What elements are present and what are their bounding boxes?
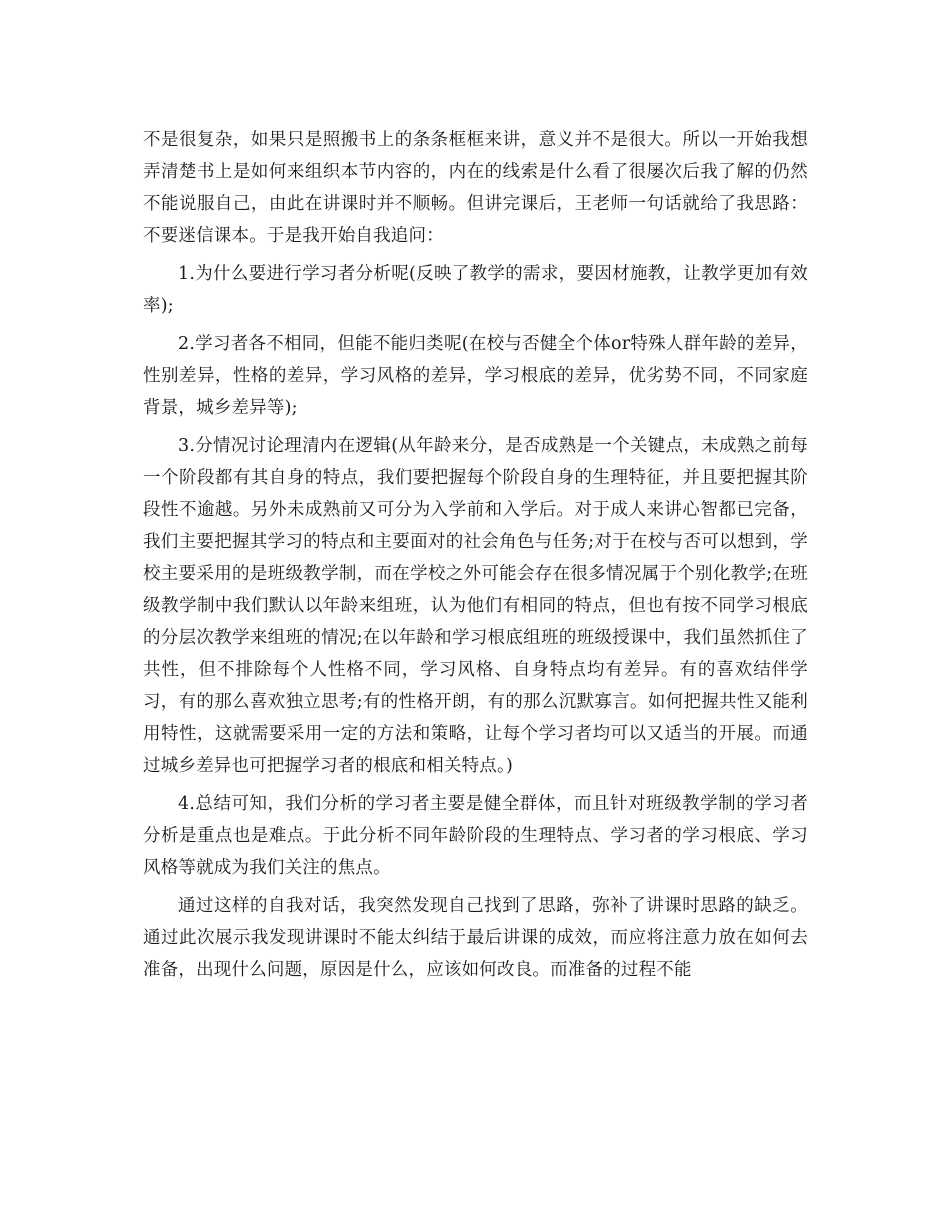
paragraph-item-4: 4.总结可知，我们分析的学习者主要是健全群体，而且针对班级教学制的学习者分析是重点也是难点。于此分析不同年龄阶段的生理特点、学习者的学习根底、学习风格等就成为我们关注的焦点。 (143, 794, 808, 878)
paragraph-item-1: 1.为什么要进行学习者分析呢(反映了教学的需求，要因材施教，让教学更加有效率); (143, 264, 808, 316)
paragraph-conclusion: 通过这样的自我对话，我突然发现自己找到了思路，弥补了讲课时思路的缺乏。通过此次展示我发现讲课时不能太纠结于最后讲课的成效，而应将注意力放在如何去准备，出现什么问题，原因是什么，应该如何改良。而准备的过程不能 (143, 896, 808, 980)
document-body (143, 124, 808, 992)
paragraph-intro: 不是很复杂，如果只是照搬书上的条条框框来讲，意义并不是很大。所以一开始我想弄清楚书上是如何来组织本节内容的，内在的线索是什么看了很屡次后我了解的仍然不能说服自己，由此在讲课时并不顺畅。但讲完课后，王老师一句话就给了我思路：不要迷信课本。于是我开始自我追问： (143, 130, 808, 246)
paragraph-item-3: 3.分情况讨论理清内在逻辑(从年龄来分，是否成熟是一个关键点，未成熟之前每一个阶段都有其自身的特点，我们要把握每个阶段自身的生理特征，并且要把握其阶段性不逾越。另外未成熟前又可分为入学前和入学后。对于成人来讲心智都已完备，我们主要把握其学习的特点和主要面对的社会角色与任务;对于在校与否可以想到，学校主要采用的是班级教学制，而在学校之外可能会存在很多情况属于个别化教学;在班级教学制中我们默认以年龄来组班，认为他们有相同的特点，但也有按不同学习根底的分层次教学来组班的情况;在以年龄和学习根底组班的班级授课中，我们虽然抓住了共性，但不排除每个人性格不同，学习风格、自身特点均有差异。有的喜欢结伴学习，有的那么喜欢独立思考;有的性格开朗，有的那么沉默寡言。如何把握共性又能利用特性，这就需要采用一定的方法和策略，让每个学习者均可以又适当的开展。而通过城乡差异也可把握学习者的根底和相关特点。) (143, 436, 808, 776)
paragraph-item-2: 2.学习者各不相同，但能不能归类呢(在校与否健全个体or特殊人群年龄的差异，性别差异，性格的差异，学习风格的差异，学习根底的差异，优劣势不同，不同家庭背景，城乡差异等); (143, 334, 808, 418)
